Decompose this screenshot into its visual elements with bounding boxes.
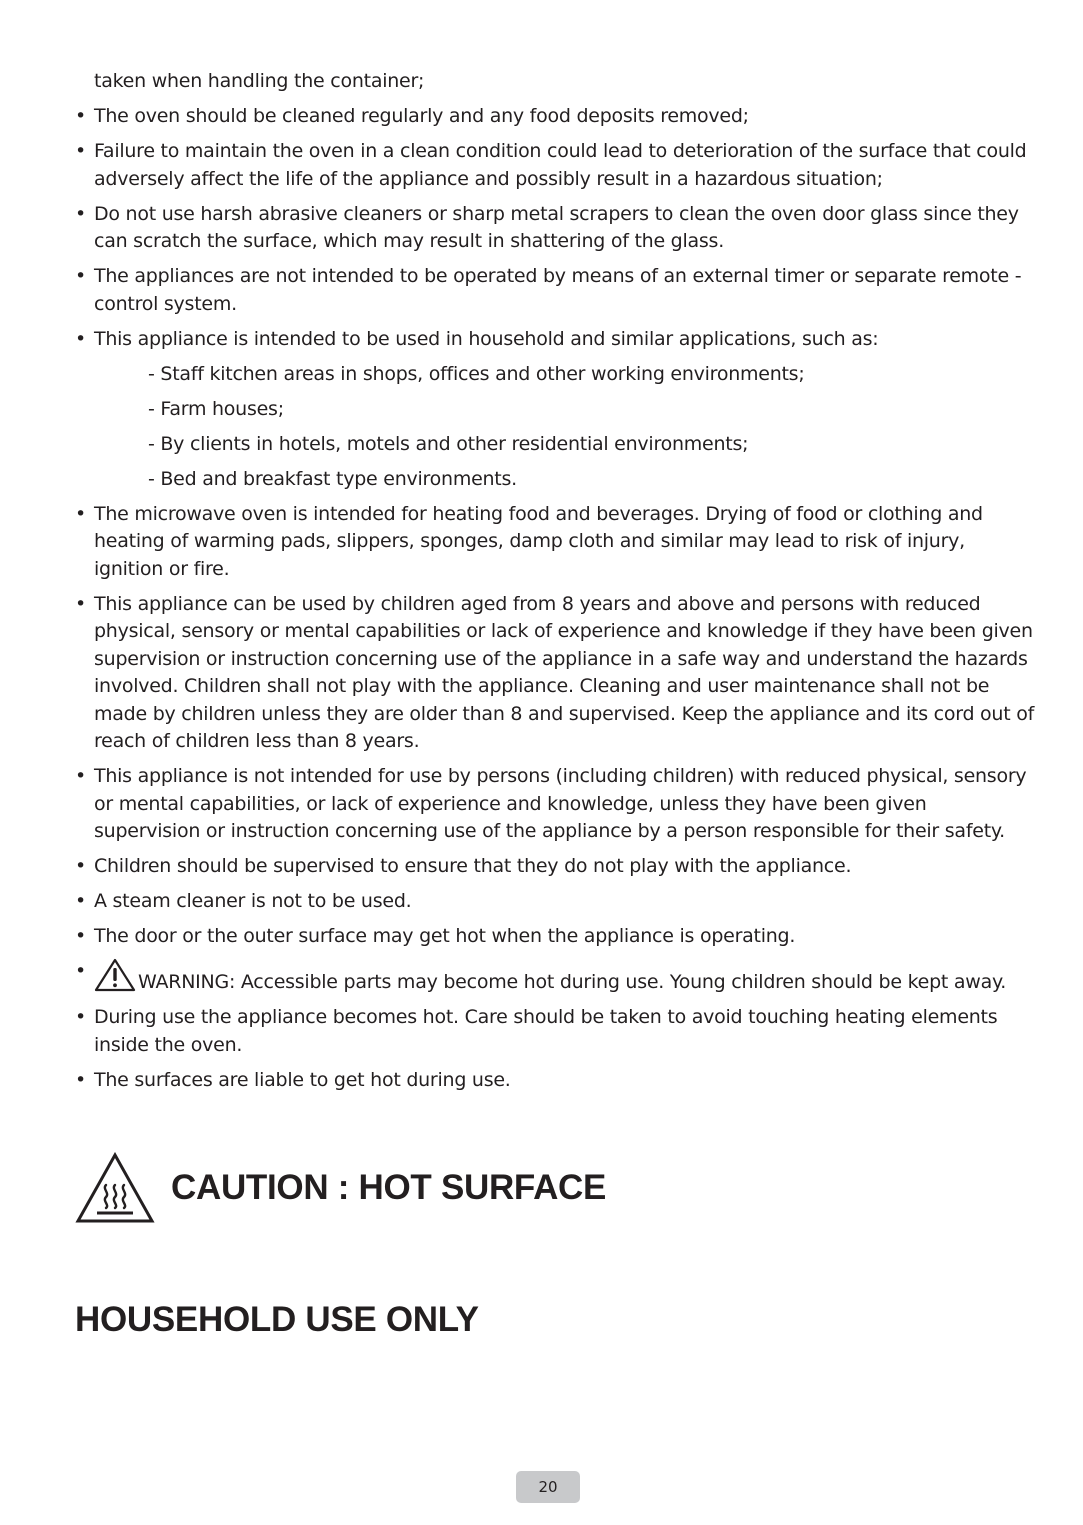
bullet: • [75,925,86,947]
item-text: The door or the outer surface may get hot when the appliance is operating. [94,925,796,947]
list-item [75,853,1035,881]
list-item [75,888,1035,916]
item-text: A steam cleaner is not to be used. [94,890,412,912]
list-item [75,763,1035,846]
item-text: The appliances are not intended to be operated by means of an external timer or separate remote -control system. [94,265,1022,315]
bullet: • [75,140,86,162]
item-text: Do not use harsh abrasive cleaners or sharp metal scrapers to clean the oven door glass since they can scratch the surface, which may result in shattering of the glass. [94,202,1019,252]
item-text: The microwave oven is intended for heating food and beverages. Drying of food or clothing and heating of warming pads, slippers, sponges, damp cloth and similar may lead to risk of injury, ignition or fire. [94,502,983,580]
sub-list-item: - Staff kitchen areas in shops, offices and other working environments; [148,362,805,385]
list-item [75,201,1035,256]
item-text: Failure to maintain the oven in a clean condition could lead to deterioration of the surface that could adversely affect the life of the appliance and possibly result in a hazardous situation; [94,140,1027,190]
bullet: • [75,765,86,787]
bullet: • [75,960,86,982]
item-text: taken when handling the container; [94,70,425,92]
bullet: • [75,592,86,615]
caution-hot-surface [75,1152,606,1224]
item-text: This appliance is not intended for use by persons (including children) with reduced physical, sensory or mental capabilities, or lack of experience and knowledge, unless they have been given supervision or instruction concerning use of the appliance by a person responsible for their safety. [94,765,1027,842]
safety-instructions-list [75,68,1035,1102]
sub-list-item: - Farm houses; [148,397,284,420]
bullet: • [75,327,86,350]
bullet: • [75,105,86,127]
bullet: • [75,202,86,225]
list-item [75,1004,1035,1059]
warning-triangle-icon [94,958,136,992]
bullet: • [75,1006,86,1028]
hot-surface-warning-icon [75,1152,155,1224]
item-text: During use the appliance becomes hot. Care should be taken to avoid touching heating elements inside the oven. [94,1006,998,1056]
item-text: The surfaces are liable to get hot during use. [94,1068,511,1091]
bullet: • [75,855,86,877]
list-item [75,326,1035,354]
caution-heading: CAUTION : HOT SURFACE [171,1168,607,1207]
list-item [75,263,1035,318]
list-item [75,103,1035,131]
list-item [75,68,1035,96]
sub-list-item: - Bed and breakfast type environments. [148,467,517,490]
bullet: • [75,502,86,525]
household-use-heading: HOUSEHOLD USE ONLY [75,1300,479,1339]
list-item [75,923,1035,951]
sub-list-item: - By clients in hotels, motels and other residential environments; [148,432,749,455]
bullet: • [75,265,86,287]
item-text: The oven should be cleaned regularly and any food deposits removed; [94,105,749,127]
list-item [75,501,1035,584]
item-text: Children should be supervised to ensure that they do not play with the appliance. [94,855,852,877]
item-text: This appliance can be used by children aged from 8 years and above and persons with reduced physical, sensory or mental capabilities or lack of experience and knowledge if they have been given supervision or instruction concerning use of the appliance in a safe way and understand the hazards involved. Children shall not play with the appliance. Cleaning and user maintenance shall not be made by children unless they are older than 8 and supervised. Keep the appliance and its cord out of reach of children less than 8 years. [94,592,1035,752]
warning-item [75,958,1035,997]
list-item [75,138,1035,193]
bullet: • [75,890,86,912]
list-item [75,1067,1035,1095]
item-text: This appliance is intended to be used in household and similar applications, such as: [94,327,879,350]
bullet: • [75,1068,86,1091]
list-item [75,591,1035,756]
warning-text: WARNING: Accessible parts may become hot during use. Young children should be kept away. [138,971,1007,993]
page-number: 20 [516,1471,580,1503]
